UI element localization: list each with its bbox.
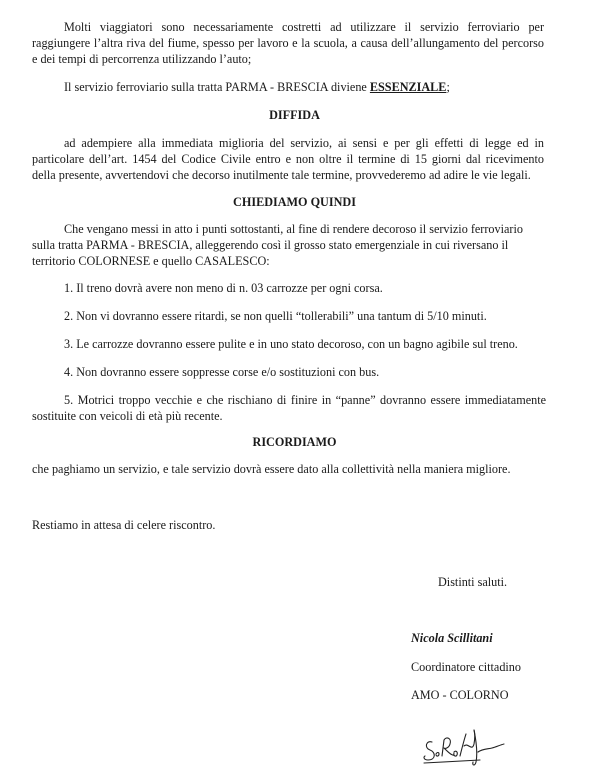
chiediamo-line-1: Che vengano messi in atto i punti sottostanti, al fine di rendere decoroso il servizio ferroviario <box>64 222 523 236</box>
essential-prefix: Il servizio ferroviario sulla tratta PARMA - BRESCIA diviene <box>64 80 370 94</box>
ricordiamo-text: che paghiamo un servizio, e tale servizio dovrà essere dato alla collettività nella maniera migliore. <box>32 462 511 476</box>
list-item: 1. Il treno dovrà avere non meno di n. 03 carrozze per ogni corsa. <box>64 281 383 295</box>
ricordiamo-heading: RICORDIAMO <box>252 435 337 449</box>
chiediamo-line-2: sulla tratta PARMA - BRESCIA, alleggerendo così il grosso stato emergenziale in cui riversano il <box>32 238 509 252</box>
intro-line-3: e dei tempi di percorrenza utilizzando l’auto; <box>32 52 252 66</box>
diffida-line-2: particolare dell’art. 1454 del Codice Civile entro e non oltre il termine di 15 giorni dal ricevimento <box>32 152 544 166</box>
chiediamo-line-3: territorio COLORNESE e quello CASALESCO: <box>32 254 270 268</box>
signer-org: AMO - COLORNO <box>411 688 509 702</box>
signer-name: Nicola Scillitani <box>411 631 493 645</box>
signer-role: Coordinatore cittadino <box>411 660 521 674</box>
diffida-line-3: della presente, avvertendovi che decorso inutilmente tale termine, provvederemo ad adire le vie legali. <box>32 168 531 182</box>
intro-line-1: Molti viaggiatori sono necessariamente costretti ad utilizzare il servizio ferroviario per <box>64 20 544 34</box>
handwritten-signature <box>420 722 510 768</box>
intro-line-2: raggiungere l’altra riva del fiume, spesso per lavoro e la scuola, a causa dell’allungamento del percorso <box>32 36 544 50</box>
essential-suffix: ; <box>446 80 450 94</box>
essential-emphasis: ESSENZIALE <box>369 80 447 94</box>
closing-greeting: Distinti saluti. <box>438 575 508 589</box>
diffida-line-1: ad adempiere alla immediata miglioria del servizio, ai sensi e per gli effetti di legge ed in <box>64 136 544 150</box>
list-item: 3. Le carrozze dovranno essere pulite e in uno stato decoroso, con un bagno agibile sul treno. <box>64 337 518 351</box>
closing-waiting: Restiamo in attesa di celere riscontro. <box>32 518 216 532</box>
list-item-continuation: sostituite con veicoli di età più recente. <box>32 409 223 423</box>
chiediamo-heading: CHIEDIAMO QUINDI <box>233 195 356 209</box>
list-item: 2. Non vi dovranno essere ritardi, se non quelli “tollerabili” una tantum di 5/10 minuti. <box>64 309 487 323</box>
essential-statement <box>64 79 450 95</box>
diffida-heading: DIFFIDA <box>269 108 320 122</box>
list-item: 5. Motrici troppo vecchie e che rischiano di finire in “panne” dovranno essere immediatamente <box>64 393 546 407</box>
list-item: 4. Non dovranno essere soppresse corse e/o sostituzioni con bus. <box>64 365 380 379</box>
